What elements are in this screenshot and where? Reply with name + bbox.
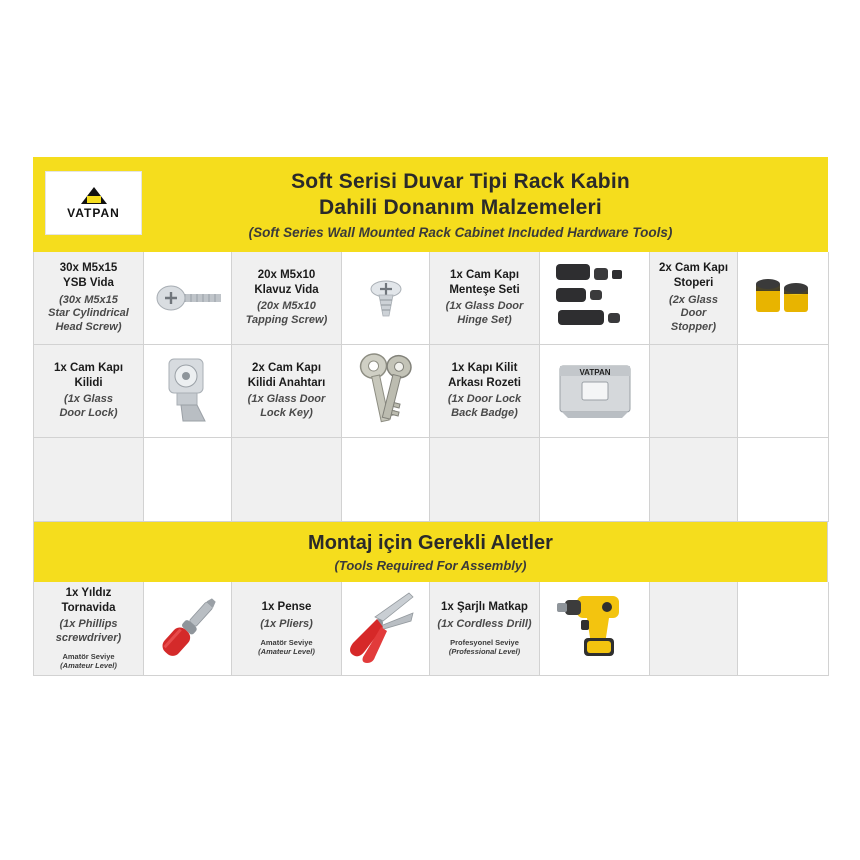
table-cell-empty (144, 438, 232, 522)
tool-name-en: (1x Pliers) (260, 617, 313, 630)
tool-level-tr: Amatör Seviye (62, 651, 115, 661)
table-cell-empty (738, 438, 829, 522)
tool-level-tr: Profesyonel Seviye (450, 637, 519, 647)
table-cell-label (430, 252, 540, 345)
table-cell-empty (650, 345, 738, 438)
pliers-icon (343, 591, 429, 665)
item-name: 1x Cam Kapı Kilidi (53, 362, 124, 389)
screwdriver-icon (148, 590, 228, 666)
logo-triangle-icon (81, 187, 107, 204)
svg-text:VATPAN: VATPAN (578, 368, 611, 377)
table-cell-empty (650, 582, 738, 676)
table-cell-empty (34, 438, 144, 522)
tool-name: 1x Şarjlı Matkap (441, 601, 528, 614)
door-stopper-icon (748, 276, 818, 320)
tool-level-en: (Amateur Level) (258, 647, 315, 657)
screw-star-cylindrical-icon (149, 278, 227, 318)
item-image-screw-tapping (342, 252, 430, 345)
item-image-keys (342, 345, 430, 438)
item-name-en: (1x Glass Door Lock) (59, 393, 118, 420)
cam-lock-icon (153, 351, 223, 431)
tool-level-en: (Professional Level) (448, 647, 521, 657)
table-cell-label (430, 345, 540, 438)
item-name: 2x Cam Kapı Kilidi Anahtarı (247, 362, 326, 389)
item-name-en: (1x Door Lock Back Badge) (447, 393, 522, 420)
table-cell-empty (342, 438, 430, 522)
tool-image-pliers (342, 582, 430, 676)
hardware-grid-row-2 (33, 345, 828, 438)
item-image-lock-back-badge (540, 345, 650, 438)
tool-name-en: (1x Cordless Drill) (437, 617, 532, 630)
brand-logo (45, 171, 142, 235)
header-subtitle: (Soft Series Wall Mounted Rack Cabinet Included Hardware Tools) (248, 225, 673, 241)
header-title-line1: Soft Serisi Duvar Tipi Rack Kabin (291, 169, 630, 193)
item-name: 20x M5x10 Klavuz Vida (254, 269, 319, 296)
tools-subtitle: (Tools Required For Assembly) (334, 557, 527, 573)
keys-icon (349, 348, 423, 434)
table-cell-empty (540, 438, 650, 522)
hardware-grid-row-3 (33, 438, 828, 522)
item-image-door-stopper (738, 252, 829, 345)
table-cell-empty (738, 582, 829, 676)
tool-name: 1x Yıldız Tornavida (61, 587, 116, 614)
table-cell-label (232, 252, 342, 345)
item-image-cam-lock (144, 345, 232, 438)
item-name-en: (1x Glass Door Lock Key) (247, 393, 326, 420)
header-texts (33, 169, 828, 240)
item-name-en: (1x Glass Door Hinge Set) (445, 300, 524, 327)
item-name-en: (2x Glass Door Stopper) (669, 293, 718, 334)
tools-band (33, 522, 828, 582)
lock-back-badge-icon (552, 360, 638, 422)
table-cell-label (34, 345, 144, 438)
tools-grid-row (33, 582, 828, 676)
tool-name: 1x Pense (261, 601, 312, 614)
header-band (33, 157, 828, 252)
item-name-en: (20x M5x10 Tapping Screw) (245, 300, 328, 327)
tool-name-en: (1x Phillips screwdriver) (55, 618, 122, 645)
table-cell-label (232, 582, 342, 676)
product-info-sheet (33, 157, 828, 708)
header-title-line2: Dahili Donanım Malzemeleri (319, 195, 602, 219)
table-cell-empty (738, 345, 829, 438)
item-name: 1x Kapı Kilit Arkası Rozeti (448, 362, 521, 389)
item-image-hinge-set (540, 252, 650, 345)
tool-image-screwdriver (144, 582, 232, 676)
screw-tapping-icon (353, 276, 419, 320)
table-cell-label (34, 252, 144, 345)
table-cell-empty (430, 438, 540, 522)
table-cell-label (232, 345, 342, 438)
tool-level (449, 638, 520, 657)
item-image-screw-star-cylindrical (144, 252, 232, 345)
hinge-set-icon (550, 258, 640, 338)
table-cell-label (34, 582, 144, 676)
tool-level (258, 638, 315, 657)
tool-level-en: (Amateur Level) (60, 661, 117, 671)
table-cell-label (650, 252, 738, 345)
item-name: 2x Cam Kapı Stoperi (658, 262, 729, 289)
tool-level (60, 652, 117, 671)
tool-level-tr: Amatör Seviye (260, 637, 313, 647)
tool-image-cordless-drill (540, 582, 650, 676)
table-cell-empty (650, 438, 738, 522)
item-name-en: (30x M5x15 Star Cylindrical Head Screw) (48, 293, 129, 334)
item-name: 30x M5x15 YSB Vida (59, 262, 118, 289)
hardware-grid-row-1 (33, 252, 828, 345)
logo-text: VATPAN (67, 205, 120, 220)
table-cell-label (430, 582, 540, 676)
cordless-drill-icon (551, 586, 639, 670)
tools-title: Montaj için Gerekli Aletler (308, 531, 553, 554)
item-name: 1x Cam Kapı Menteşe Seti (449, 269, 520, 296)
table-cell-empty (232, 438, 342, 522)
